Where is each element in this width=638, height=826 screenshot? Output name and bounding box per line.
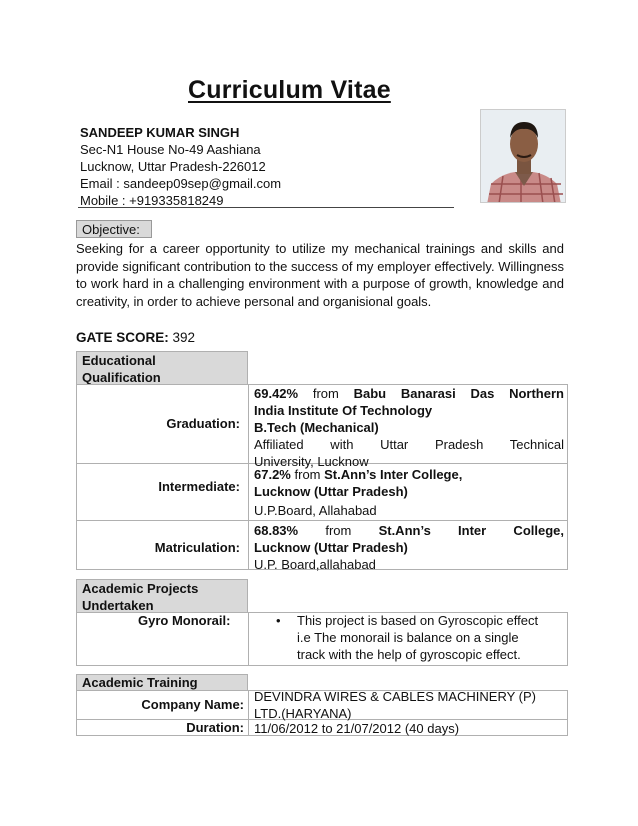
project-description-line-1: This project is based on Gyroscopic effect	[297, 613, 539, 628]
gate-score-value: 392	[172, 330, 196, 345]
objective-text: Seeking for a career opportunity to utilize my mechanical trainings and skills and provide significant contribution to the success of my employer effectively. Willingness to work hard in a challenging environment with a purpose of growth, knowledge and creativity, in order to achieve personal and organisional goals.	[76, 241, 564, 309]
graduation-label: Graduation:	[166, 416, 240, 431]
graduation-institute-line-2: India Institute Of Technology	[254, 403, 433, 418]
candidate-name: SANDEEP KUMAR SINGH	[80, 125, 240, 140]
education-header	[76, 351, 248, 385]
projects-header-line-1: Academic Projects	[82, 581, 199, 596]
gate-score-label: GATE SCORE:	[76, 330, 169, 345]
intermediate-label: Intermediate:	[158, 479, 240, 494]
graduation-details	[254, 385, 564, 470]
table-divider	[248, 384, 249, 570]
graduation-from: from	[312, 386, 339, 401]
intermediate-from: from	[294, 467, 321, 482]
graduation-institute-line-1: Babu Banarasi Das Northern	[353, 386, 564, 401]
duration-label: Duration:	[186, 720, 244, 735]
company-name-value	[254, 688, 564, 722]
contact-block	[80, 124, 281, 209]
table-divider	[248, 690, 249, 736]
email-text: Email : sandeep09sep@gmail.com	[80, 176, 282, 191]
project-description	[297, 612, 565, 663]
address-line-1: Sec-N1 House No-49 Aashiana	[80, 142, 261, 157]
matriculation-board: U.P. Board,allahabad	[254, 557, 376, 572]
matriculation-from: from	[325, 523, 352, 538]
training-header	[76, 674, 248, 691]
graduation-affiliation-line-2: University, Lucknow	[254, 454, 369, 469]
company-name-line-1: DEVINDRA WIRES & CABLES MACHINERY (P)	[254, 689, 536, 704]
profile-photo	[480, 109, 566, 203]
projects-header	[76, 579, 248, 613]
intermediate-institute-line-1: St.Ann’s Inter College,	[324, 467, 463, 482]
address-line-2: Lucknow, Uttar Pradesh-226012	[80, 159, 266, 174]
matriculation-details	[254, 522, 564, 573]
matriculation-institute-line-2: Lucknow (Uttar Pradesh)	[254, 540, 408, 555]
project-description-line-3: track with the help of gyroscopic effect.	[297, 647, 521, 662]
matriculation-institute-line-1: St.Ann’s Inter College,	[378, 523, 564, 538]
education-header-line-2: Qualification	[82, 370, 161, 385]
objective-label: Objective:	[76, 220, 152, 238]
intermediate-institute-line-2: Lucknow (Uttar Pradesh)	[254, 484, 408, 499]
gate-score	[76, 330, 195, 345]
matriculation-label: Matriculation:	[154, 540, 240, 555]
graduation-degree: B.Tech (Mechanical)	[254, 420, 379, 435]
intermediate-details	[254, 466, 564, 519]
duration-value: 11/06/2012 to 21/07/2012 (40 days)	[254, 721, 460, 736]
mobile-text: Mobile : +919335818249	[80, 193, 224, 208]
projects-header-line-2: Undertaken	[82, 598, 154, 613]
graduation-affiliation-line-1: Affiliated with Uttar Pradesh Technical	[254, 437, 564, 452]
table-divider	[248, 612, 249, 666]
training-header-text: Academic Training	[82, 675, 198, 690]
contact-divider	[78, 207, 454, 208]
intermediate-board: U.P.Board, Allahabad	[254, 503, 377, 518]
company-name-label: Company Name:	[141, 697, 244, 712]
table-divider	[76, 520, 568, 521]
project-bullet: •	[276, 613, 281, 628]
graduation-percent: 69.42%	[254, 386, 299, 401]
company-name-line-2: LTD.(HARYANA)	[254, 706, 352, 721]
project-name: Gyro Monorail:	[138, 613, 231, 628]
intermediate-percent: 67.2%	[254, 467, 291, 482]
education-header-line-1: Educational	[82, 353, 156, 368]
page-title: Curriculum Vitae	[188, 76, 391, 104]
project-description-line-2: i.e The monorail is balance on a single	[297, 630, 519, 645]
matriculation-percent: 68.83%	[254, 523, 299, 538]
